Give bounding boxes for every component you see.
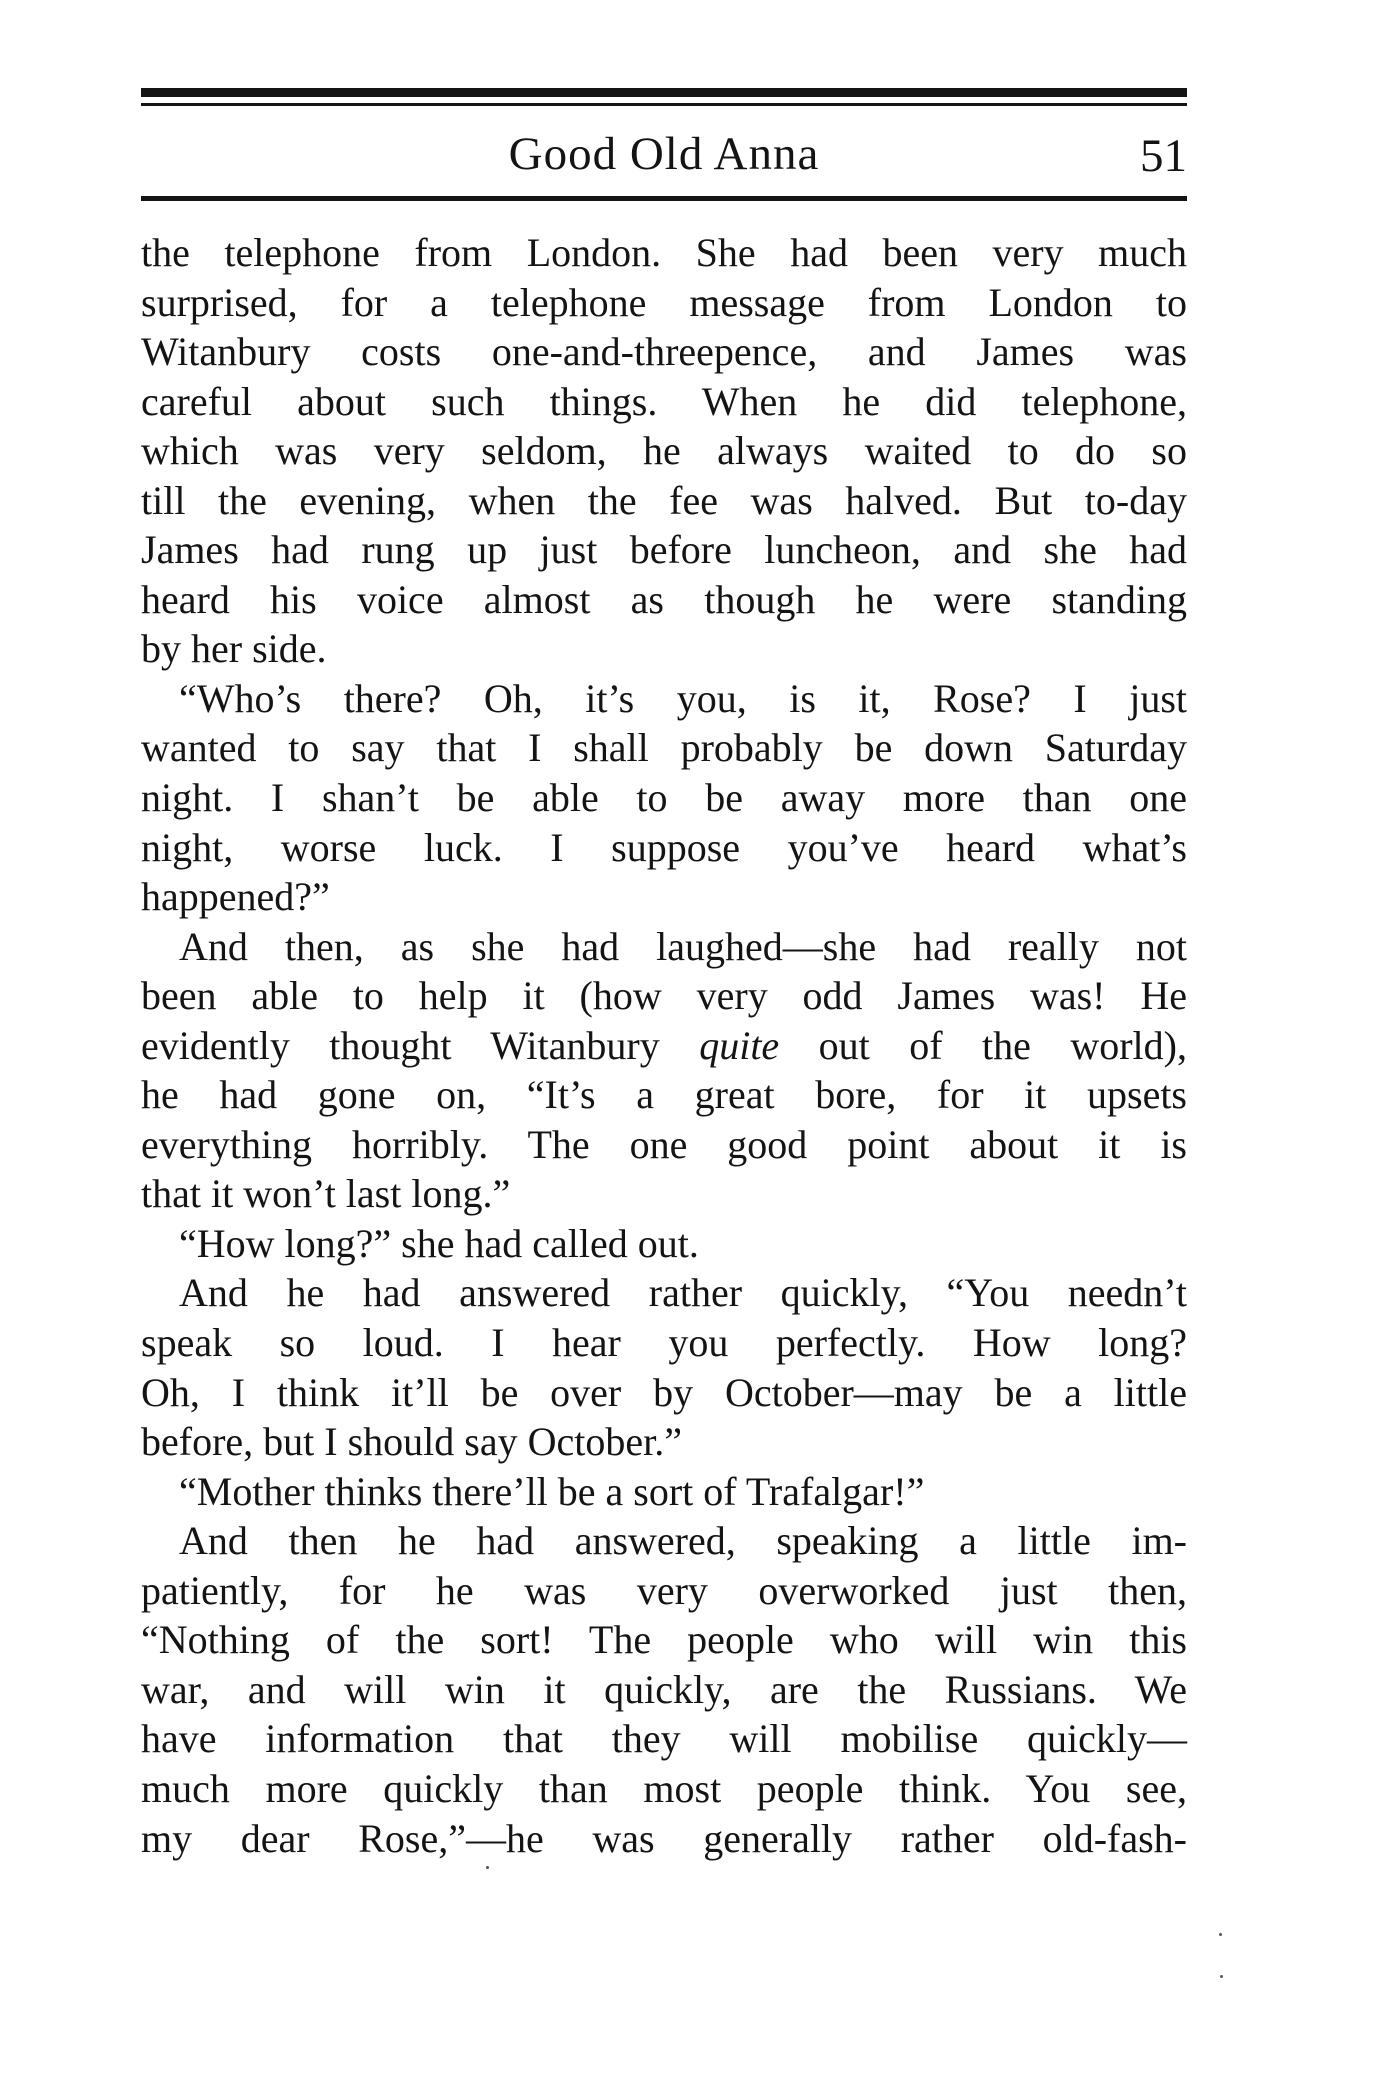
header-rule-bottom: [141, 196, 1187, 201]
text-line: [141, 1615, 1187, 1665]
text-line: [141, 773, 1187, 823]
text-line: [141, 1814, 1187, 1864]
text-line: [141, 1368, 1187, 1418]
text-segment: been able to help it (how very odd James was! He: [141, 973, 1187, 1019]
page-number: 51: [1140, 130, 1187, 182]
text-segment: heard his voice almost as though he were standing: [141, 576, 1187, 622]
text-line: [141, 426, 1187, 476]
text-line: [141, 1318, 1187, 1368]
text-segment: which was very seldom, he always waited to do so: [141, 428, 1187, 474]
text-segment: “Nothing of the sort! The people who will win this: [141, 1617, 1187, 1663]
text-segment: out of the world),: [779, 1022, 1187, 1068]
text-segment: that it won’t last long.”: [141, 1171, 511, 1217]
text-segment: have information that they will mobilise quickly—: [141, 1716, 1187, 1762]
text-line: [141, 1120, 1187, 1170]
text-line: [141, 1219, 1187, 1269]
text-line: [141, 1467, 1187, 1517]
text-line: [141, 1566, 1187, 1616]
text-segment: he had gone on, “It’s a great bore, for it upsets: [141, 1072, 1187, 1118]
text-line: [141, 1714, 1187, 1764]
text-segment: night, worse luck. I suppose you’ve heard what’s: [141, 824, 1187, 870]
text-segment: happened?”: [141, 874, 330, 920]
text-segment: till the evening, when the fee was halved. But to-day: [141, 477, 1187, 523]
header-rule-thin: [141, 103, 1187, 106]
text-segment: evidently thought Witanbury: [141, 1022, 700, 1068]
text-line: [141, 624, 1187, 674]
paper-speck: [1220, 1975, 1223, 1978]
text-line: [141, 1169, 1187, 1219]
text-line: [141, 476, 1187, 526]
text-segment: “How long?” she had called out.: [179, 1220, 699, 1266]
text-segment: And then he had answered, speaking a little im-: [179, 1518, 1187, 1564]
text-line: [141, 1516, 1187, 1566]
text-line: [141, 872, 1187, 922]
text-line: [141, 1070, 1187, 1120]
text-line: [141, 723, 1187, 773]
text-line: [141, 278, 1187, 328]
text-line: [141, 922, 1187, 972]
text-segment: before, but I should say October.”: [141, 1419, 682, 1465]
text-line: [141, 1665, 1187, 1715]
text-line: [141, 327, 1187, 377]
paper-speck: [1219, 1933, 1222, 1936]
text-segment: night. I shan’t be able to be away more than one: [141, 775, 1187, 821]
text-line: [141, 823, 1187, 873]
text-segment: wanted to say that I shall probably be down Saturday: [141, 725, 1187, 771]
text-line: [141, 525, 1187, 575]
text-line: [141, 971, 1187, 1021]
text-segment: by her side.: [141, 626, 327, 672]
italic-word: quite: [699, 1022, 780, 1068]
text-segment: surprised, for a telephone message from London to: [141, 279, 1187, 325]
text-line: [141, 228, 1187, 278]
text-segment: Witanbury costs one-and-threepence, and James was: [141, 329, 1187, 375]
paper-speck: [486, 1866, 489, 1869]
text-line: [141, 377, 1187, 427]
text-segment: the telephone from London. She had been very much: [141, 230, 1187, 275]
text-segment: Oh, I think it’ll be over by October—may be a little: [141, 1369, 1187, 1415]
text-line: [141, 1417, 1187, 1467]
header-rule-thick: [141, 88, 1187, 97]
text-segment: much more quickly than most people think. You see,: [141, 1765, 1187, 1811]
text-line: [141, 1268, 1187, 1318]
text-segment: speak so loud. I hear you perfectly. How long?: [141, 1320, 1187, 1366]
text-line: [141, 575, 1187, 625]
text-segment: “Mother thinks there’ll be a sort of Trafalgar!”: [179, 1468, 925, 1514]
text-line: [141, 1764, 1187, 1814]
text-segment: “Who’s there? Oh, it’s you, is it, Rose? I just: [179, 675, 1187, 721]
text-segment: my dear Rose,”—he was generally rather old-fash-: [141, 1815, 1187, 1861]
text-segment: everything horribly. The one good point about it is: [141, 1121, 1187, 1167]
text-segment: war, and will win it quickly, are the Russians. We: [141, 1666, 1187, 1712]
text-segment: And then, as she had laughed—she had really not: [179, 923, 1187, 969]
text-line: [141, 674, 1187, 724]
running-head-title: Good Old Anna: [508, 128, 820, 180]
text-segment: careful about such things. When he did telephone,: [141, 378, 1187, 424]
text-segment: James had rung up just before luncheon, and she had: [141, 527, 1187, 573]
text-line: [141, 1021, 1187, 1071]
text-segment: And he had answered rather quickly, “You needn’t: [179, 1270, 1187, 1316]
body-text: [141, 228, 1187, 1863]
text-segment: patiently, for he was very overworked just then,: [141, 1567, 1187, 1613]
